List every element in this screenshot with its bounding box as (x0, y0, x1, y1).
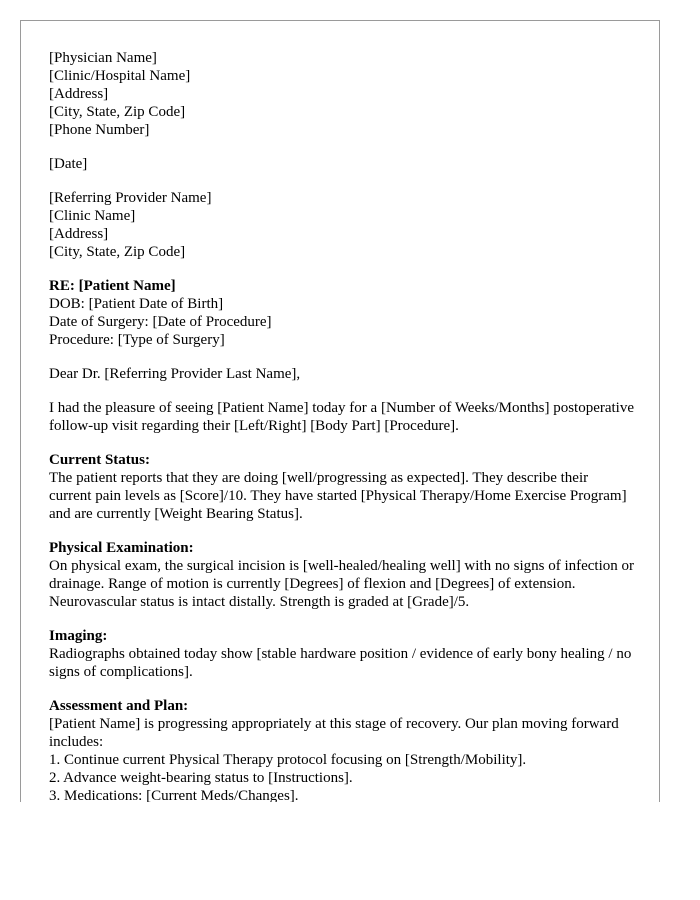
sender-phone: [Phone Number] (49, 122, 150, 138)
assessment-text: [Patient Name] is progressing appropriately at this stage of recovery. Our plan moving forward includes: (49, 716, 619, 750)
intro-paragraph: I had the pleasure of seeing [Patient Name] today for a [Number of Weeks/Months] postoperative follow-up visit regarding their [Left/Right] [Body Part] [Procedure]. (49, 400, 634, 434)
salutation: Dear Dr. [Referring Provider Last Name], (49, 366, 301, 382)
intro-block (49, 399, 634, 435)
current-status-section (49, 451, 634, 523)
imaging-heading: Imaging: (49, 628, 108, 644)
letter-page (20, 20, 660, 802)
recipient-city-state-zip: [City, State, Zip Code] (49, 244, 186, 260)
assessment-heading: Assessment and Plan: (49, 698, 189, 714)
letter-content (49, 49, 634, 802)
re-surgery-date: Date of Surgery: [Date of Procedure] (49, 314, 272, 330)
plan-item: 3. Medications: [Current Meds/Changes]. (49, 788, 299, 802)
plan-item: 2. Advance weight-bearing status to [Instructions]. (49, 770, 353, 786)
re-block (49, 277, 634, 349)
plan-item: 1. Continue current Physical Therapy protocol focusing on [Strength/Mobility]. (49, 752, 527, 768)
physical-exam-text: On physical exam, the surgical incision is [well-healed/healing well] with no signs of infection or drainage. Range of motion is currently [Degrees] of flexion and [Degrees] of extension. Neurovascular status is intact distally. Strength is graded at [Grade]/5. (49, 558, 634, 610)
recipient-provider-name: [Referring Provider Name] (49, 190, 212, 206)
re-dob: DOB: [Patient Date of Birth] (49, 296, 224, 312)
letter-date: [Date] (49, 156, 88, 172)
re-procedure: Procedure: [Type of Surgery] (49, 332, 225, 348)
physical-exam-heading: Physical Examination: (49, 540, 194, 556)
current-status-text: The patient reports that they are doing [well/progressing as expected]. They describe their current pain levels as [Score]/10. They have started [Physical Therapy/Home Exercise Program] and are currently [Weight Bearing Status]. (49, 470, 627, 522)
recipient-block (49, 189, 634, 261)
date-block (49, 155, 634, 173)
sender-address: [Address] (49, 86, 109, 102)
re-heading: RE: [Patient Name] (49, 278, 176, 294)
salutation-block (49, 365, 634, 383)
imaging-section (49, 627, 634, 681)
sender-city-state-zip: [City, State, Zip Code] (49, 104, 186, 120)
recipient-clinic-name: [Clinic Name] (49, 208, 136, 224)
sender-clinic-name: [Clinic/Hospital Name] (49, 68, 191, 84)
sender-block (49, 49, 634, 139)
physical-exam-section (49, 539, 634, 611)
sender-physician-name: [Physician Name] (49, 50, 157, 66)
current-status-heading: Current Status: (49, 452, 150, 468)
recipient-address: [Address] (49, 226, 109, 242)
imaging-text: Radiographs obtained today show [stable hardware position / evidence of early bony healing / no signs of complications]. (49, 646, 632, 680)
assessment-section (49, 697, 634, 802)
